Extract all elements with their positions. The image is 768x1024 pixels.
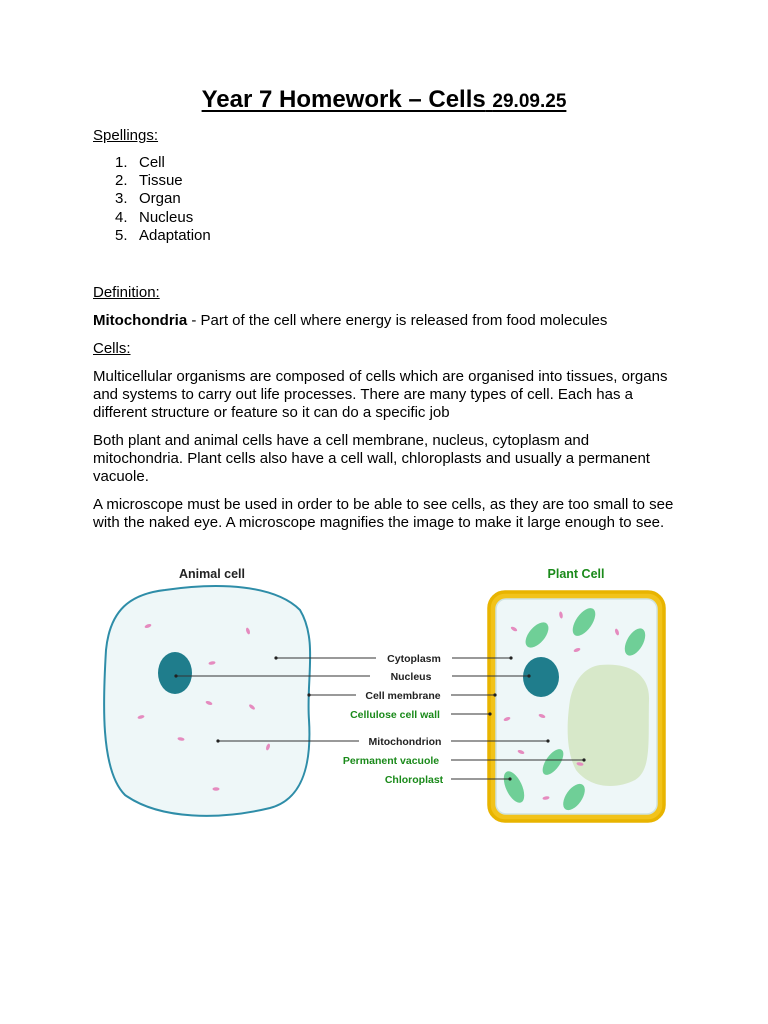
list-item: 5. Adaptation: [115, 226, 211, 244]
label-chloroplast: Chloroplast: [384, 774, 444, 786]
label-cytoplasm: Cytoplasm: [387, 653, 441, 665]
label-vacuole: Permanent vacuole: [342, 755, 440, 767]
label-cell-membrane: Cell membrane: [365, 690, 441, 702]
cell-diagram: [0, 560, 768, 830]
title-date: 29.09.25: [492, 91, 567, 112]
label-mitochondrion: Mitochondrion: [368, 736, 442, 748]
cells-paragraph-2: Both plant and animal cells have a cell membrane, nucleus, cytoplasm and mitochondria. Plant cells also have a cell wall, chloroplasts and usually a permanent vacuole.: [93, 432, 650, 486]
cells-heading: Cells:: [93, 340, 131, 357]
animal-cell-title: Animal cell: [179, 567, 245, 581]
plant-vacuole: [568, 665, 649, 786]
definition-text: Mitochondria - Part of the cell where energy is released from food molecules: [93, 312, 608, 329]
list-item: 1. Cell: [115, 154, 165, 171]
page-title: [0, 86, 768, 114]
animal-nucleus: [158, 652, 192, 694]
cells-paragraph-1: Multicellular organisms are composed of cells which are organised into tissues, organs and systems to carry out life processes. There are many types of cell. Each has a different structure or feature so it can do a specific job: [93, 368, 668, 422]
list-item: 4. Nucleus: [115, 208, 194, 226]
plant-cell-title: Plant Cell: [547, 567, 605, 581]
list-item: 3. Organ: [115, 190, 181, 208]
definition-heading: Definition:: [93, 284, 160, 301]
title-main: Year 7 Homework – Cells: [201, 86, 486, 113]
cells-paragraph-3: A microscope must be used in order to be able to see cells, as they are too small to see with the naked eye. A microscope magnifies the image to make it large enough to see.: [93, 496, 674, 532]
spellings-heading: Spellings:: [93, 127, 159, 144]
list-item: 2. Tissue: [115, 172, 183, 190]
definition-term: Mitochondria: [93, 312, 188, 329]
spellings-list: [93, 154, 211, 245]
label-nucleus: Nucleus: [390, 671, 432, 683]
animal-cell-membrane: [104, 586, 310, 816]
label-cell-wall: Cellulose cell wall: [350, 709, 440, 721]
